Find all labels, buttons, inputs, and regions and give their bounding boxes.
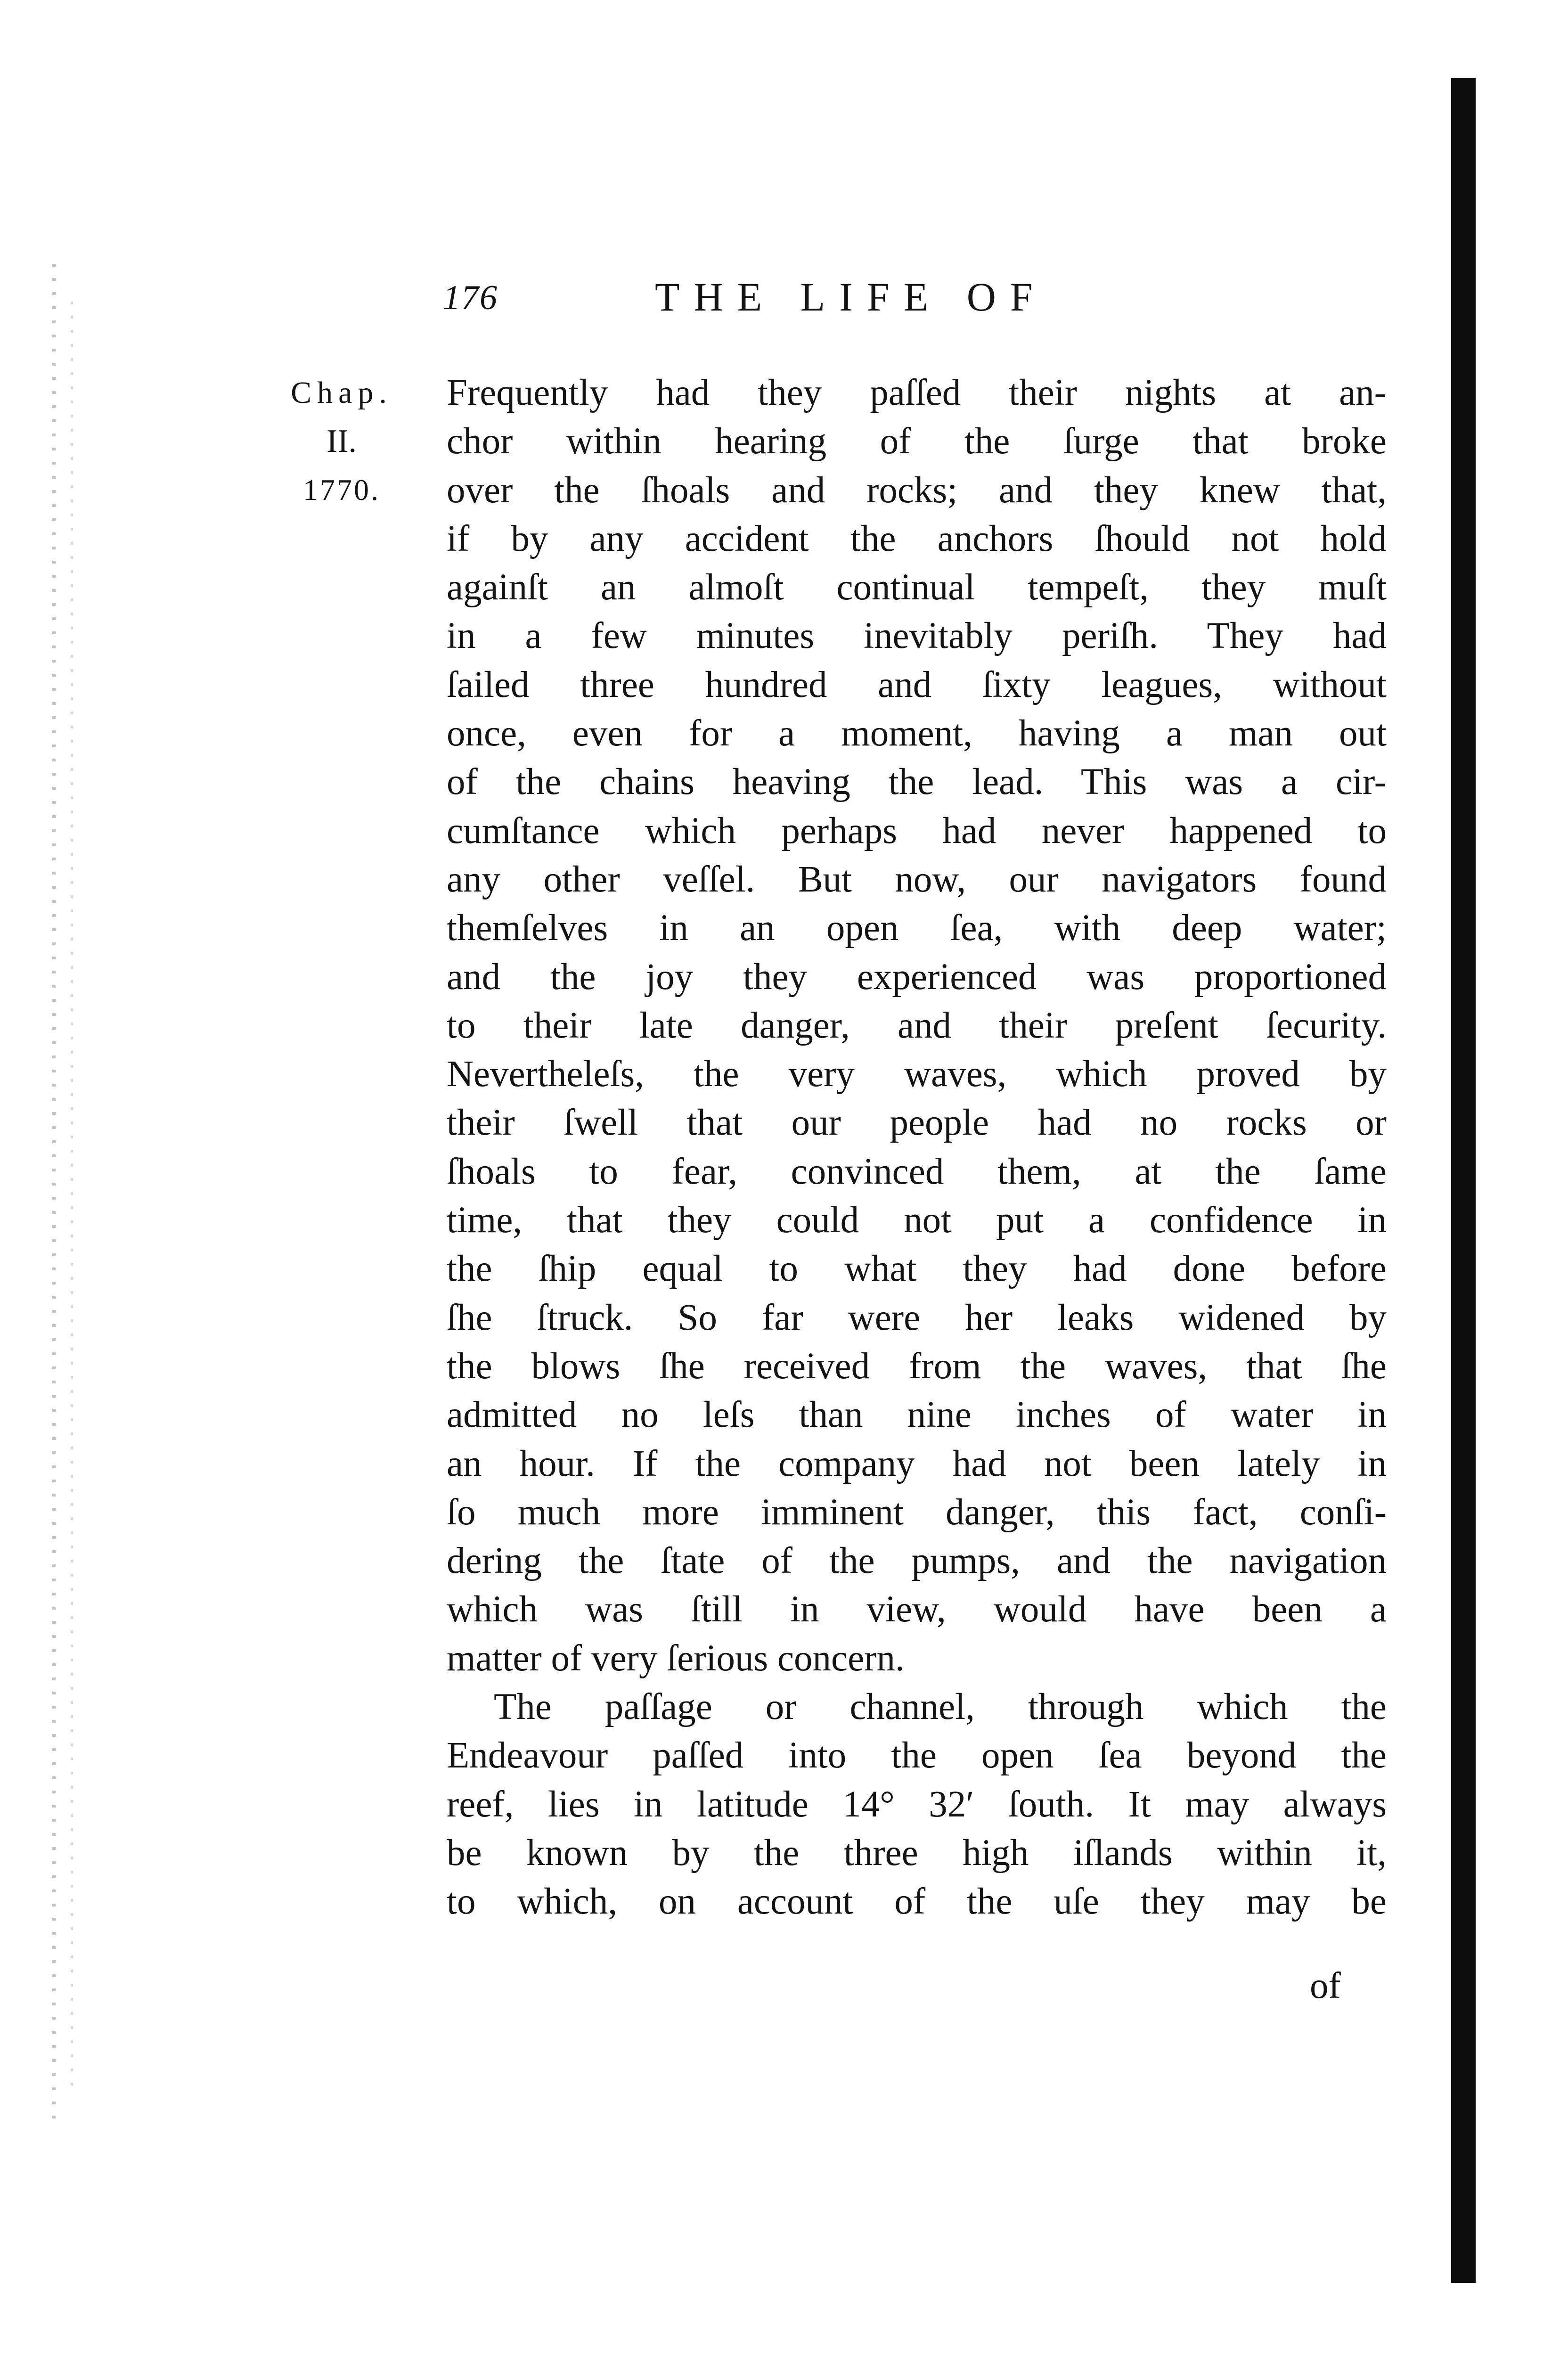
- text-line: themſelves in an open ſea, with deep water;: [447, 908, 1387, 949]
- text-line: to which, on account of the uſe they may be: [447, 1881, 1387, 1922]
- paragraph-2: [447, 1683, 1387, 1926]
- text-line: againſt an almoſt continual tempeſt, they muſt: [447, 567, 1387, 608]
- text-line: over the ſhoals and rocks; and they knew that,: [447, 469, 1387, 511]
- text-line: Frequently had they paſſed their nights at an-: [447, 372, 1387, 413]
- text-line: reef, lies in latitude 14° 32′ ſouth. It may always: [447, 1783, 1387, 1825]
- scan-gutter-noise: [52, 264, 56, 2125]
- catchword: of: [1310, 1965, 1341, 2006]
- text-line: the ſhip equal to what they had done before: [447, 1248, 1387, 1290]
- text-line: matter of very ſerious concern.: [447, 1637, 905, 1679]
- margin-year: 1770.: [303, 473, 380, 507]
- text-line: Nevertheleſs, the very waves, which proved by: [447, 1054, 1387, 1095]
- page-number: 176: [443, 278, 498, 317]
- text-line: The paſſage or channel, through which the: [494, 1686, 1387, 1728]
- running-header: [443, 273, 1366, 330]
- paragraph-1: [447, 368, 1387, 1683]
- text-line: ſo much more imminent danger, this fact, conſi-: [447, 1491, 1387, 1533]
- text-line: to their late danger, and their preſent ſecurity.: [447, 1005, 1387, 1046]
- text-line: which was ſtill in view, would have been a: [447, 1589, 1387, 1630]
- text-line: an hour. If the company had not been lately in: [447, 1443, 1387, 1484]
- text-line: ſailed three hundred and ſixty leagues, without: [447, 664, 1387, 705]
- text-line: Endeavour paſſed into the open ſea beyond the: [447, 1735, 1387, 1776]
- text-line: time, that they could not put a confidence in: [447, 1200, 1387, 1241]
- text-line: admitted no leſs than nine inches of water in: [447, 1394, 1387, 1436]
- text-line: the blows ſhe received from the waves, that ſhe: [447, 1345, 1387, 1387]
- text-line: if by any accident the anchors ſhould not hold: [447, 518, 1387, 559]
- running-title: THE LIFE OF: [655, 274, 1047, 319]
- text-line: once, even for a moment, having a man out: [447, 713, 1387, 754]
- text-line: be known by the three high iſlands within it,: [447, 1832, 1387, 1873]
- text-line: chor within hearing of the ſurge that broke: [447, 421, 1387, 462]
- scan-gutter-noise: [71, 302, 73, 2092]
- text-line: their ſwell that our people had no rocks or: [447, 1102, 1387, 1144]
- text-line: ſhe ſtruck. So far were her leaks widened by: [447, 1297, 1387, 1338]
- text-line: of the chains heaving the lead. This was a cir-: [447, 761, 1387, 803]
- margin-chapter-number: II.: [326, 423, 357, 459]
- text-line: ſhoals to fear, convinced them, at the ſame: [447, 1151, 1387, 1192]
- text-line: cumſtance which perhaps had never happened to: [447, 810, 1387, 851]
- text-line: any other veſſel. But now, our navigators found: [447, 859, 1387, 900]
- margin-chapter-label: Chap.: [291, 376, 392, 410]
- body-text: [447, 368, 1387, 1926]
- text-line: in a few minutes inevitably periſh. They had: [447, 615, 1387, 657]
- text-line: and the joy they experienced was proportioned: [447, 956, 1387, 998]
- text-line: dering the ſtate of the pumps, and the navigation: [447, 1540, 1387, 1582]
- binding-shadow-bar: [1451, 78, 1476, 2283]
